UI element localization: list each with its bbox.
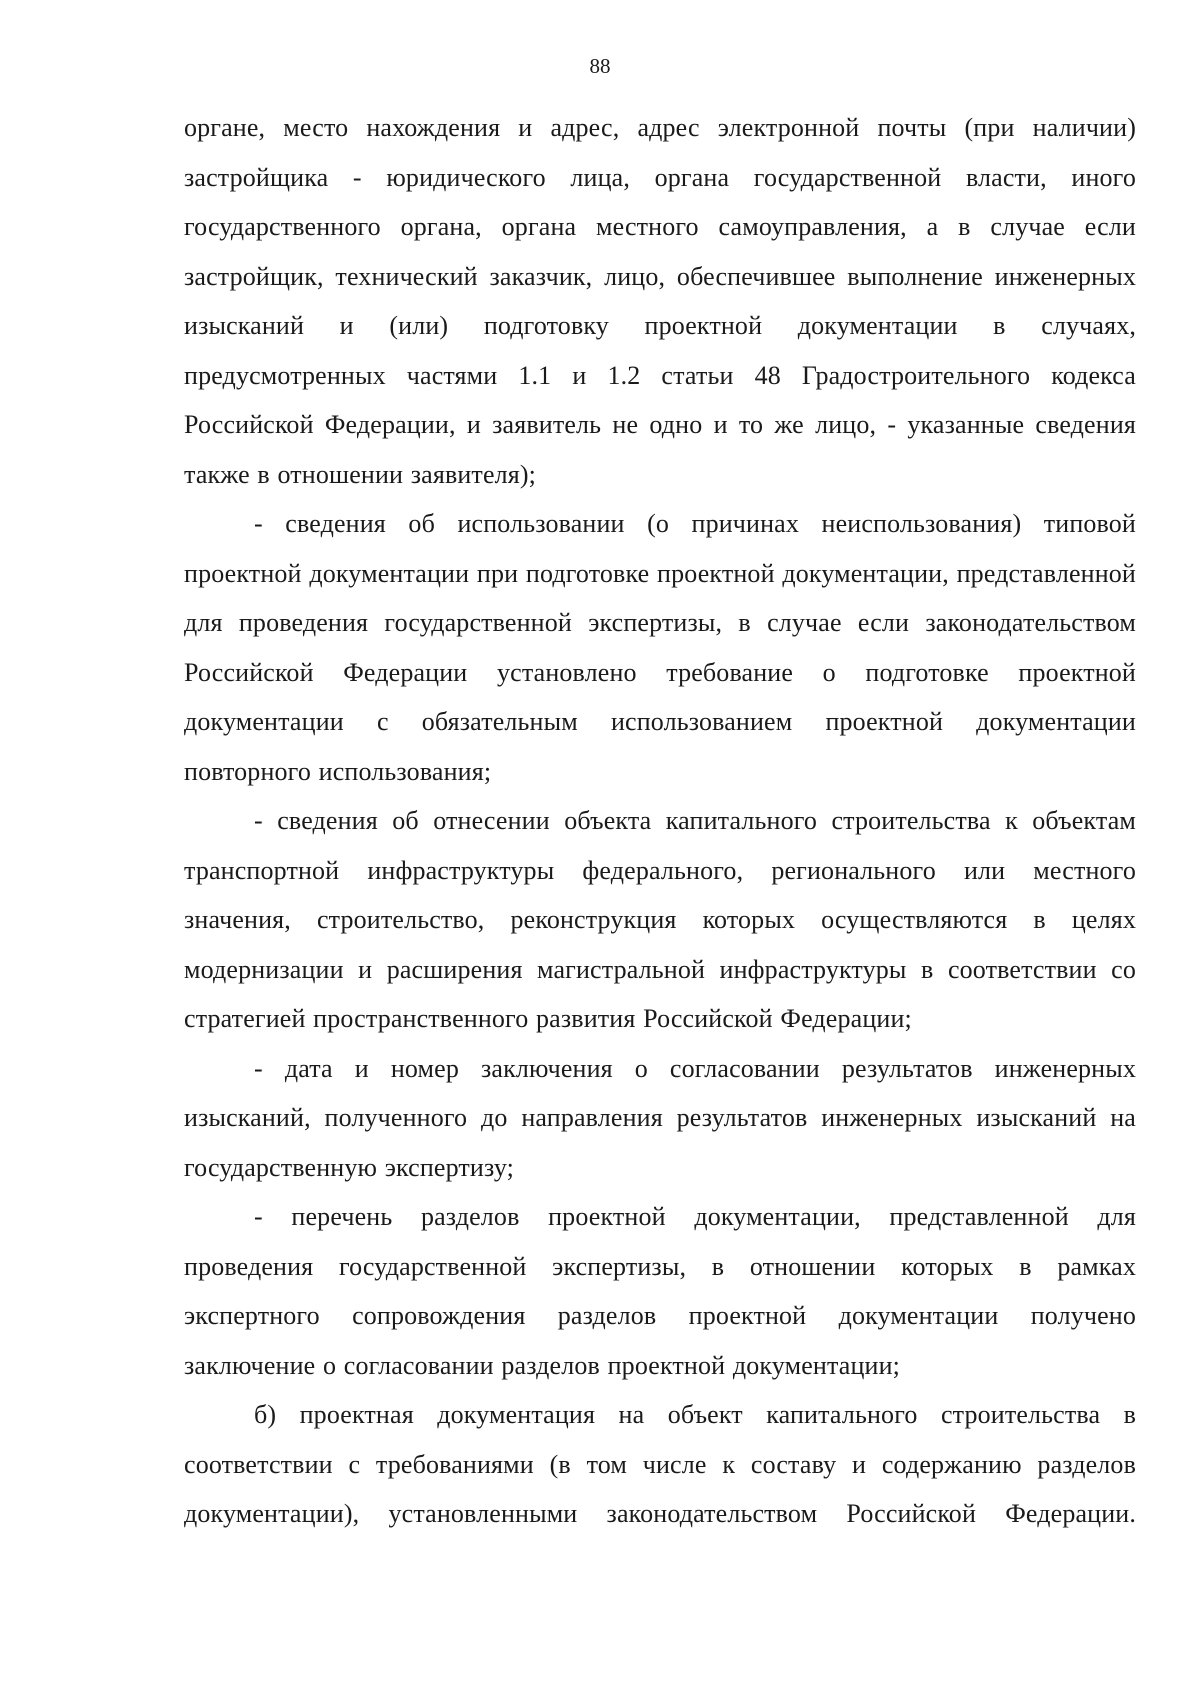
paragraph-transport-infrastructure: - сведения об отнесении объекта капитального строительства к объектам транспортной инфраструктуры федерального, регионального или местного значения, строительство, реконструкция которых осуществляются в целях модернизации и расширения магистральной инфраструктуры в соответствии со стратегией пространственного развития Российской Федерации; [184,806,1136,1033]
document-body [184,103,1136,1539]
paragraph-typical-documentation: - сведения об использовании (о причинах неиспользования) типовой проектной документации при подготовке проектной документации, представленной для проведения государственной экспертизы, в случае если законодательством Российской Федерации установлено требование о подготовке проектной документации с обязательным использованием проектной документации повторного использования; [184,509,1136,786]
paragraph-applicant-details: органе, место нахождения и адрес, адрес электронной почты (при наличии) застройщика - юридического лица, органа государственной власти, иного государственного органа, органа местного самоуправления, а в случае если застройщик, технический заказчик, лицо, обеспечившее выполнение инженерных изысканий и (или) подготовку проектной документации в случаях, предусмотренных частями 1.1 и 1.2 статьи 48 Градостроительного кодекса Российской Федерации, и заявитель не одно и то же лицо, - указанные сведения также в отношении заявителя); [184,113,1136,489]
paragraph-survey-conclusion: - дата и номер заключения о согласовании результатов инженерных изысканий, полученного до направления результатов инженерных изысканий на государственную экспертизу; [184,1053,1136,1182]
paragraph-sections-list: - перечень разделов проектной документации, представленной для проведения государственной экспертизы, в отношении которых в рамках экспертного сопровождения разделов проектной документации получено заключение о согласовании разделов проектной документации; [184,1202,1136,1380]
page-number: 88 [589,54,611,78]
paragraph-project-documentation: б) проектная документация на объект капитального строительства в соответствии с требованиями (в том числе к составу и содержанию разделов документации), установленными законодательством Российской Федерации. [184,1400,1136,1528]
